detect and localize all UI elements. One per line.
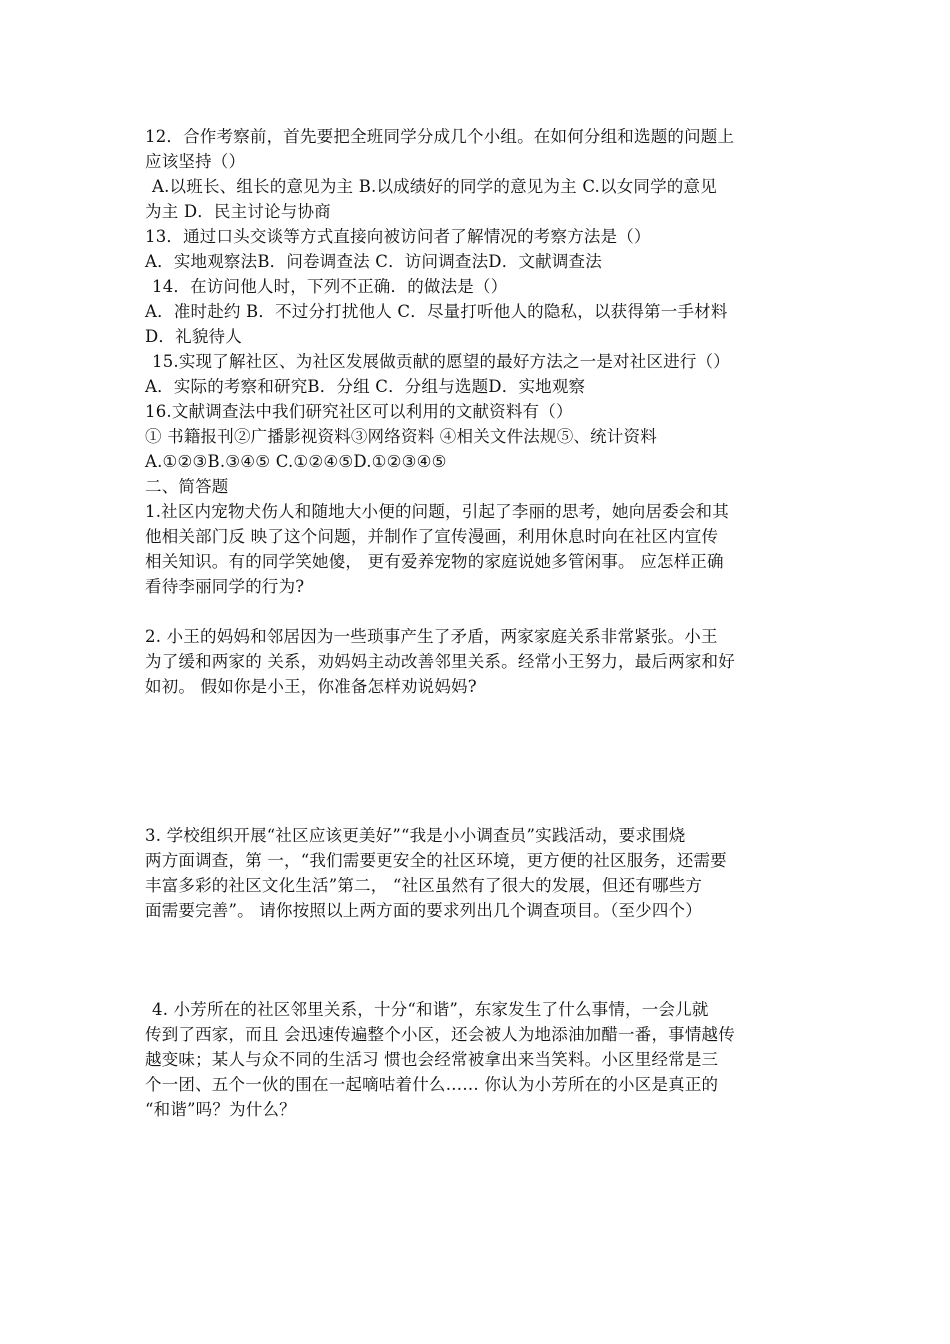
- q12-stem-line1: 12．合作考察前，首先要把全班同学分成几个小组。在如何分组和选题的问题上: [145, 127, 735, 146]
- s2-line2: 为了缓和两家的 关系，劝妈妈主动改善邻里关系。经常小王努力，最后两家和好: [145, 652, 735, 671]
- q15-options: A．实际的考察和研究B．分组 C．分组与选题D．实地观察: [145, 377, 586, 396]
- s1-line1: 1.社区内宠物犬伤人和随地大小便的问题，引起了李丽的思考，她向居委会和其: [145, 502, 729, 521]
- s3-line3: 丰富多彩的社区文化生活”第二， “社区虽然有了很大的发展，但还有哪些方: [145, 876, 703, 895]
- s2-line1: 2. 小王的妈妈和邻居因为一些琐事产生了矛盾，两家家庭关系非常紧张。小王: [145, 627, 718, 646]
- s4-line2: 传到了西家，而且 会迅速传遍整个小区，还会被人为地添油加醋一番，事情越传: [145, 1025, 735, 1044]
- s4-line3: 越变味；某人与众不同的生活习 惯也会经常被拿出来当笑料。小区里经常是三: [145, 1050, 719, 1069]
- q14-options-line2: D．礼貌待人: [145, 327, 242, 346]
- q16-items: ① 书籍报刊②广播影视资料③网络资料 ④相关文件法规⑤、统计资料: [145, 427, 657, 446]
- q16-options: A.①②③B.③④⑤ C.①②④⑤D.①②③④⑤: [145, 452, 447, 471]
- q12-options-line1: A.以班长、组长的意见为主 B.以成绩好的同学的意见为主 C.以女同学的意见: [152, 177, 717, 196]
- s3-line2: 两方面调查，第 一，“我们需要更安全的社区环境，更方便的社区服务，还需要: [145, 851, 727, 870]
- q15-stem: 15.实现了解社区、为社区发展做贡献的愿望的最好方法之一是对社区进行（）: [152, 352, 730, 371]
- s4-line4: 个一团、五个一伙的围在一起嘀咕着什么…… 你认为小芳所在的小区是真正的: [145, 1075, 719, 1094]
- q13-stem: 13．通过口头交谈等方式直接向被访问者了解情况的考察方法是（）: [145, 227, 651, 246]
- s1-line3: 相关知识。有的同学笑她傻， 更有爱养宠物的家庭说她多管闲事。 应怎样正确: [145, 552, 724, 571]
- s4-line5: “和谐”吗？为什么？: [145, 1100, 296, 1119]
- q14-options-line1: A．准时赴约 B．不过分打扰他人 C．尽量打听他人的隐私，以获得第一手材料: [145, 302, 728, 321]
- q12-options-line2: 为主 D．民主讨论与协商: [145, 202, 331, 221]
- s4-line1: 4. 小芳所在的社区邻里关系，十分“和谐”，东家发生了什么事情，一会儿就: [152, 1000, 709, 1019]
- s1-line2: 他相关部门反 映了这个问题，并制作了宣传漫画，利用休息时向在社区内宣传: [145, 527, 719, 546]
- section-heading: 二、简答题: [145, 477, 229, 496]
- q12-stem-line2: 应该坚持（）: [145, 152, 246, 171]
- s3-line4: 面需要完善”。 请你按照以上两方面的要求列出几个调查项目。（至少四个）: [145, 901, 702, 920]
- s2-line3: 如初。 假如你是小王，你准备怎样劝说妈妈?: [145, 677, 477, 696]
- q16-stem: 16.文献调查法中我们研究社区可以利用的文献资料有（）: [145, 402, 573, 421]
- q13-options: A．实地观察法B．问卷调查法 C．访问调查法D．文献调查法: [145, 252, 602, 271]
- s3-line1: 3. 学校组织开展“社区应该更美好”“我是小小调查员”实践活动，要求围烧: [145, 826, 686, 845]
- q14-stem: 14．在访问他人时，下列不正确．的做法是（）: [152, 277, 508, 296]
- s1-line4: 看待李丽同学的行为?: [145, 577, 305, 596]
